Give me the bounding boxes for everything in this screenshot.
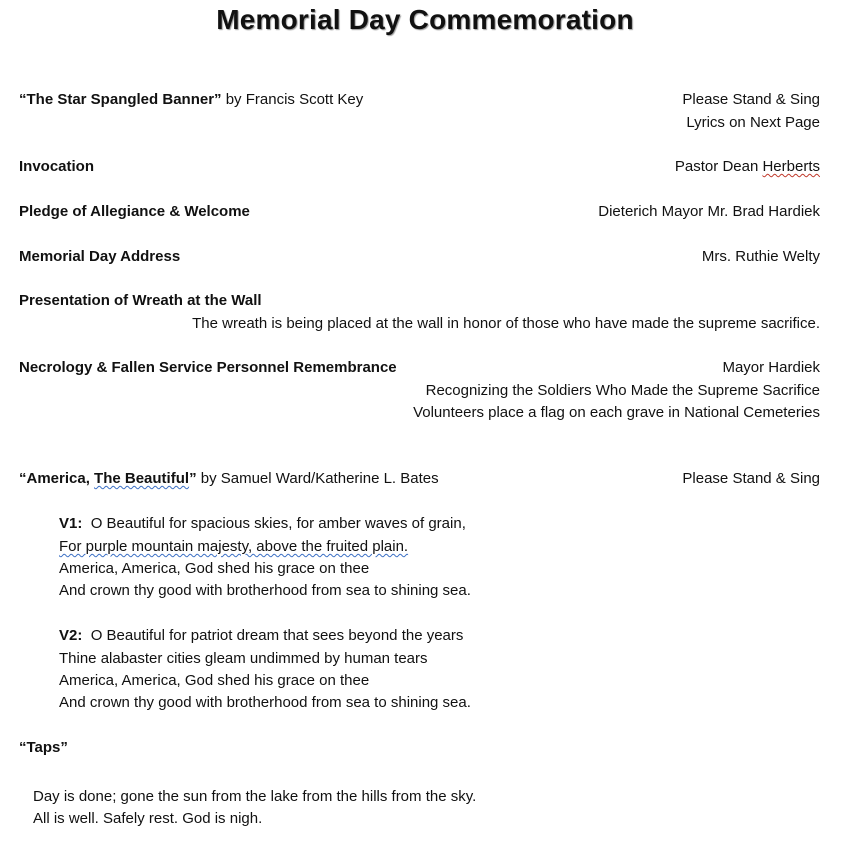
america-authors: by Samuel Ward/Katherine L. Bates [196, 470, 439, 487]
anthem-author: by Francis Scott Key [221, 91, 364, 108]
verse-1-text-1: O Beautiful for spacious skies, for amber waves of grain, [90, 515, 466, 532]
anthem-title: “The Star Spangled Banner” [19, 91, 222, 108]
anthem-note-lyrics: Lyrics on Next Page [686, 114, 820, 131]
necrology-line-1: Recognizing the Soldiers Who Made the Supreme Sacrifice [425, 382, 820, 399]
program-item-anthem [19, 89, 820, 111]
anthem-heading [19, 89, 363, 111]
invocation-speaker-name: Herberts [762, 158, 820, 175]
taps-line-1: Day is done; gone the sun from the lake from the hills from the sky. [33, 788, 477, 805]
taps-title: “Taps” [19, 739, 68, 756]
verse-2-label: V2: [59, 627, 83, 644]
verse-2-line-1 [59, 625, 463, 647]
verse-1-label: V1: [59, 515, 83, 532]
invocation-speaker [675, 156, 820, 178]
verse-1-line-3: America, America, God shed his grace on thee [59, 560, 370, 577]
program-item-pledge [19, 201, 820, 223]
america-note-stand: Please Stand & Sing [682, 470, 820, 487]
america-title-main: The Beautiful [94, 470, 190, 487]
taps-line-2: All is well. Safely rest. God is nigh. [33, 810, 263, 827]
america-title-suffix: ” [189, 470, 197, 487]
wreath-title: Presentation of Wreath at the Wall [19, 292, 262, 309]
page-title: Memorial Day Commemoration [216, 4, 634, 35]
address-speaker: Mrs. Ruthie Welty [701, 248, 820, 265]
verse-1-line-4: And crown thy good with brotherhood from sea to shining sea. [59, 582, 471, 599]
necrology-line-2: Volunteers place a flag on each grave in National Cemeteries [413, 404, 820, 421]
wreath-description: The wreath is being placed at the wall in honor of those who have made the supreme sacrifice. [192, 315, 820, 332]
invocation-speaker-prefix: Pastor Dean [674, 158, 763, 175]
program-item-address [19, 246, 820, 268]
verse-2-text-1: O Beautiful for patriot dream that sees beyond the years [90, 627, 464, 644]
verse-2-line-2: Thine alabaster cities gleam undimmed by human tears [59, 650, 428, 667]
anthem-note-stand: Please Stand & Sing [682, 91, 820, 108]
america-heading [19, 468, 439, 490]
verse-2-line-3: America, America, God shed his grace on thee [59, 672, 370, 689]
program-item-america [19, 468, 820, 490]
verse-1-line-1 [59, 513, 466, 535]
program-item-taps [19, 737, 820, 759]
program-item-wreath [19, 290, 820, 312]
necrology-speaker: Mayor Hardiek [722, 359, 820, 376]
pledge-speaker: Dieterich Mayor Mr. Brad Hardiek [598, 203, 820, 220]
verse-1-line-2: For purple mountain majesty, above the fruited plain. [59, 538, 409, 555]
invocation-title: Invocation [19, 158, 95, 175]
pledge-title: Pledge of Allegiance & Welcome [19, 203, 250, 220]
necrology-title: Necrology & Fallen Service Personnel Remembrance [19, 359, 397, 376]
program-item-necrology [19, 357, 820, 379]
address-title: Memorial Day Address [19, 248, 181, 265]
america-title-prefix: “America, [19, 470, 95, 487]
verse-2-line-4: And crown thy good with brotherhood from sea to shining sea. [59, 694, 471, 711]
program-item-invocation [19, 156, 820, 178]
